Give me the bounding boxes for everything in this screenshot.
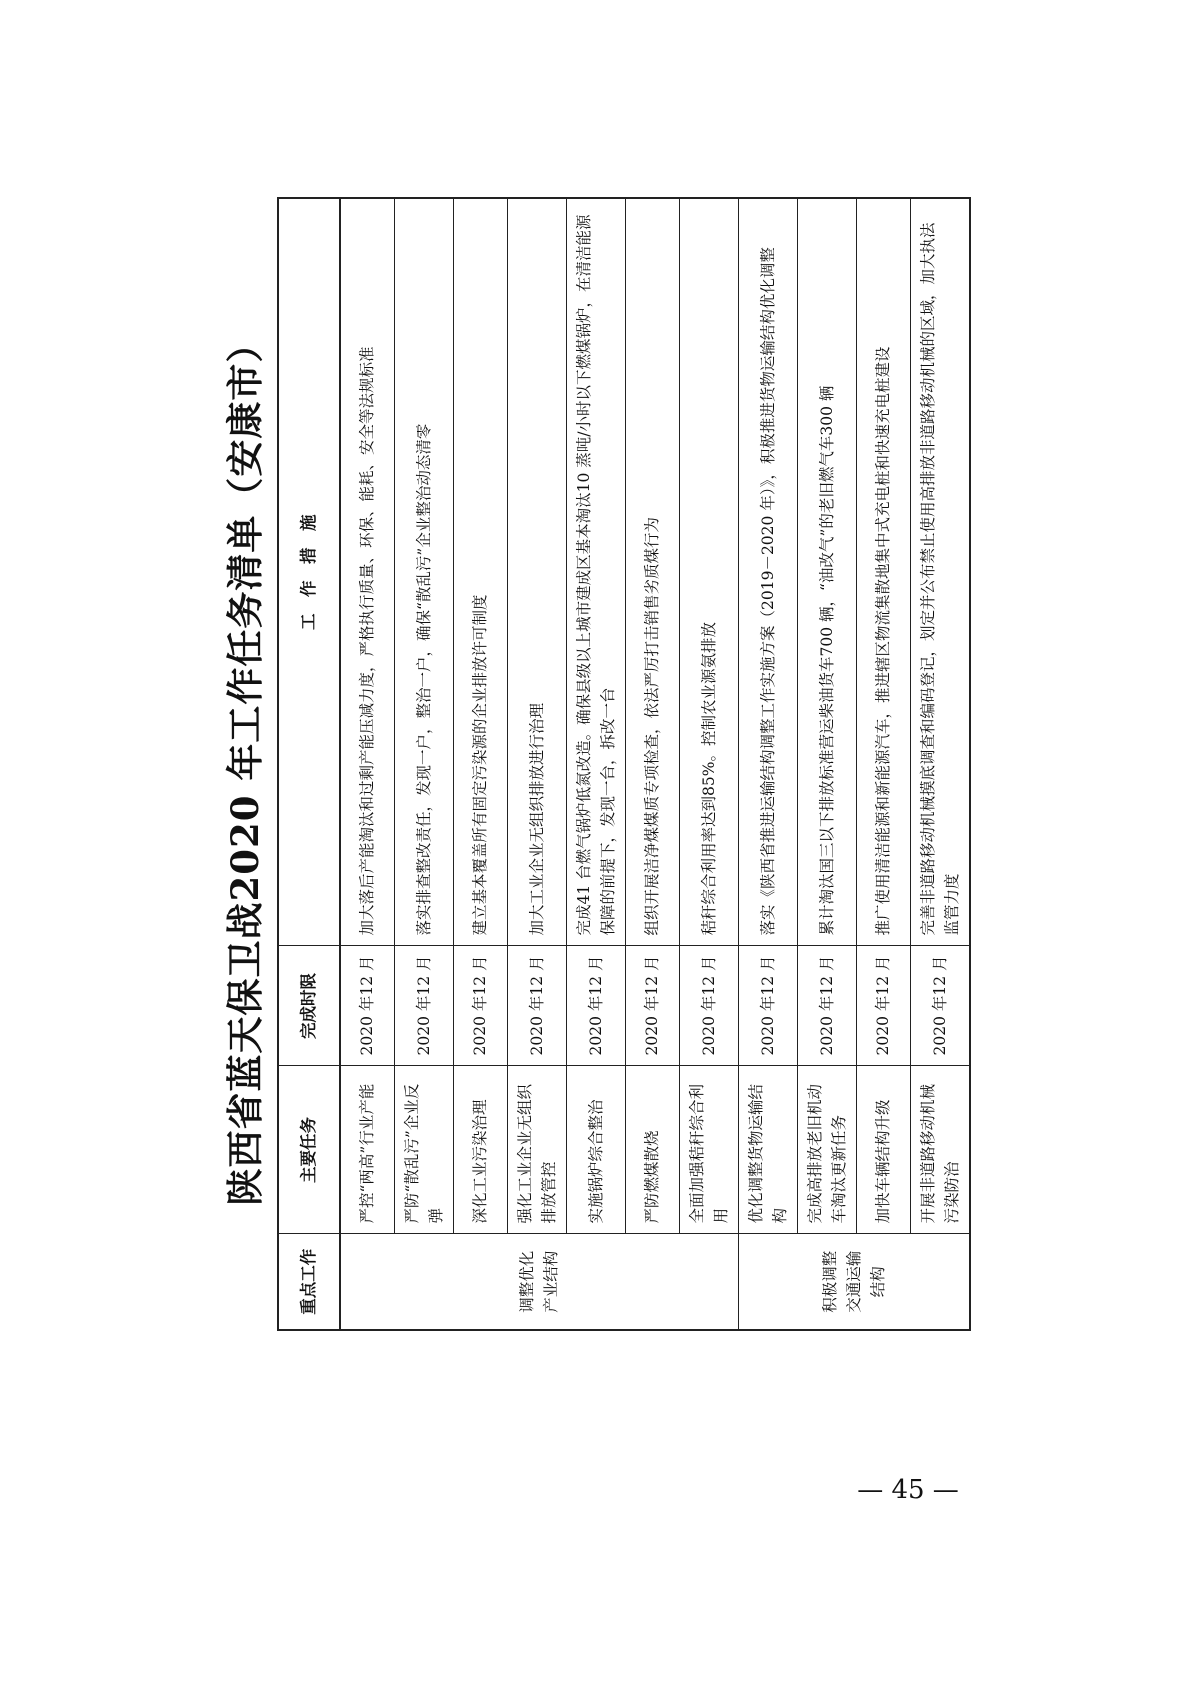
area-cell: 积极调整交通运输结构 [738, 1234, 970, 1330]
table-row [910, 198, 970, 1330]
table-row [625, 198, 679, 1330]
measures-cell: 秸秆综合利用率达到85%。控制农业源氨排放 [679, 198, 738, 946]
deadline-cell: 2020 年12 月 [394, 946, 453, 1066]
header-measures: 工 作 措 施 [278, 198, 340, 946]
measures-cell: 加大落后产能淘汰和过剩产能压减力度，严格执行质量、环保、能耗、安全等法规标准 [340, 198, 394, 946]
task-cell: 完成高排放老旧机动车淘汰更新任务 [797, 1066, 856, 1234]
deadline-cell: 2020 年12 月 [797, 946, 856, 1066]
table-row [340, 198, 394, 1330]
task-cell: 强化工业企业无组织排放管控 [507, 1066, 566, 1234]
table-row [394, 198, 453, 1330]
table-row [738, 198, 797, 1330]
measures-cell: 组织开展洁净煤煤质专项检查，依法严厉打击销售劣质煤行为 [625, 198, 679, 946]
header-deadline: 完成时限 [278, 946, 340, 1066]
deadline-cell: 2020 年12 月 [566, 946, 625, 1066]
task-cell: 深化工业污染治理 [453, 1066, 507, 1234]
task-cell: 开展非道路移动机械污染防治 [910, 1066, 970, 1234]
task-cell: 优化调整货物运输结构 [738, 1066, 797, 1234]
deadline-cell: 2020 年12 月 [453, 946, 507, 1066]
deadline-cell: 2020 年12 月 [507, 946, 566, 1066]
measures-cell: 加大工业企业无组织排放进行治理 [507, 198, 566, 946]
deadline-cell: 2020 年12 月 [738, 946, 797, 1066]
task-cell: 严控“两高”行业产能 [340, 1066, 394, 1234]
table-row [566, 198, 625, 1330]
measures-cell: 累计淘汰国三以下排放标准营运柴油货车700 辆，“油改气”的老旧燃气车300 辆 [797, 198, 856, 946]
task-cell: 严防“散乱污”企业反弹 [394, 1066, 453, 1234]
measures-cell: 完善非道路移动机械摸底调查和编码登记，划定并公布禁止使用高排放非道路移动机械的区域，加大执法监管力度 [910, 198, 970, 946]
deadline-cell: 2020 年12 月 [625, 946, 679, 1066]
table-row [507, 198, 566, 1330]
deadline-cell: 2020 年12 月 [856, 946, 910, 1066]
page-number: — 45 — [857, 1475, 959, 1505]
table-header-row [278, 198, 340, 1330]
deadline-cell: 2020 年12 月 [340, 946, 394, 1066]
measures-cell: 完成41 台燃气锅炉低氮改造。确保县级以上城市建成区基本淘汰10 蒸吨/小时以下燃煤锅炉，在清洁能源保障的前提下，发现一台，拆改一台 [566, 198, 625, 946]
table-row [453, 198, 507, 1330]
header-task: 主要任务 [278, 1066, 340, 1234]
measures-cell: 落实排查整改责任，发现一户，整治一户，确保“散乱污”企业整治动态清零 [394, 198, 453, 946]
measures-cell: 推广使用清洁能源和新能源汽车，推进辖区物流集散地集中式充电桩和快速充电桩建设 [856, 198, 910, 946]
table-row [679, 198, 738, 1330]
header-area: 重点工作 [278, 1234, 340, 1330]
page-title: 陕西省蓝天保卫战2020 年工作任务清单（安康市） [223, 324, 267, 1206]
table-row [797, 198, 856, 1330]
rotated-page [215, 199, 975, 1331]
table-row [856, 198, 910, 1330]
task-table [277, 197, 971, 1331]
deadline-cell: 2020 年12 月 [910, 946, 970, 1066]
deadline-cell: 2020 年12 月 [679, 946, 738, 1066]
task-cell: 实施锅炉综合整治 [566, 1066, 625, 1234]
task-cell: 严防燃煤散烧 [625, 1066, 679, 1234]
measures-cell: 落实《陕西省推进运输结构调整工作实施方案（2019－2020 年）》，积极推进货物运输结构优化调整 [738, 198, 797, 946]
task-cell: 加快车辆结构升级 [856, 1066, 910, 1234]
task-cell: 全面加强秸秆综合利用 [679, 1066, 738, 1234]
measures-cell: 建立基本覆盖所有固定污染源的企业排放许可制度 [453, 198, 507, 946]
area-cell: 调整优化产业结构 [340, 1234, 738, 1330]
